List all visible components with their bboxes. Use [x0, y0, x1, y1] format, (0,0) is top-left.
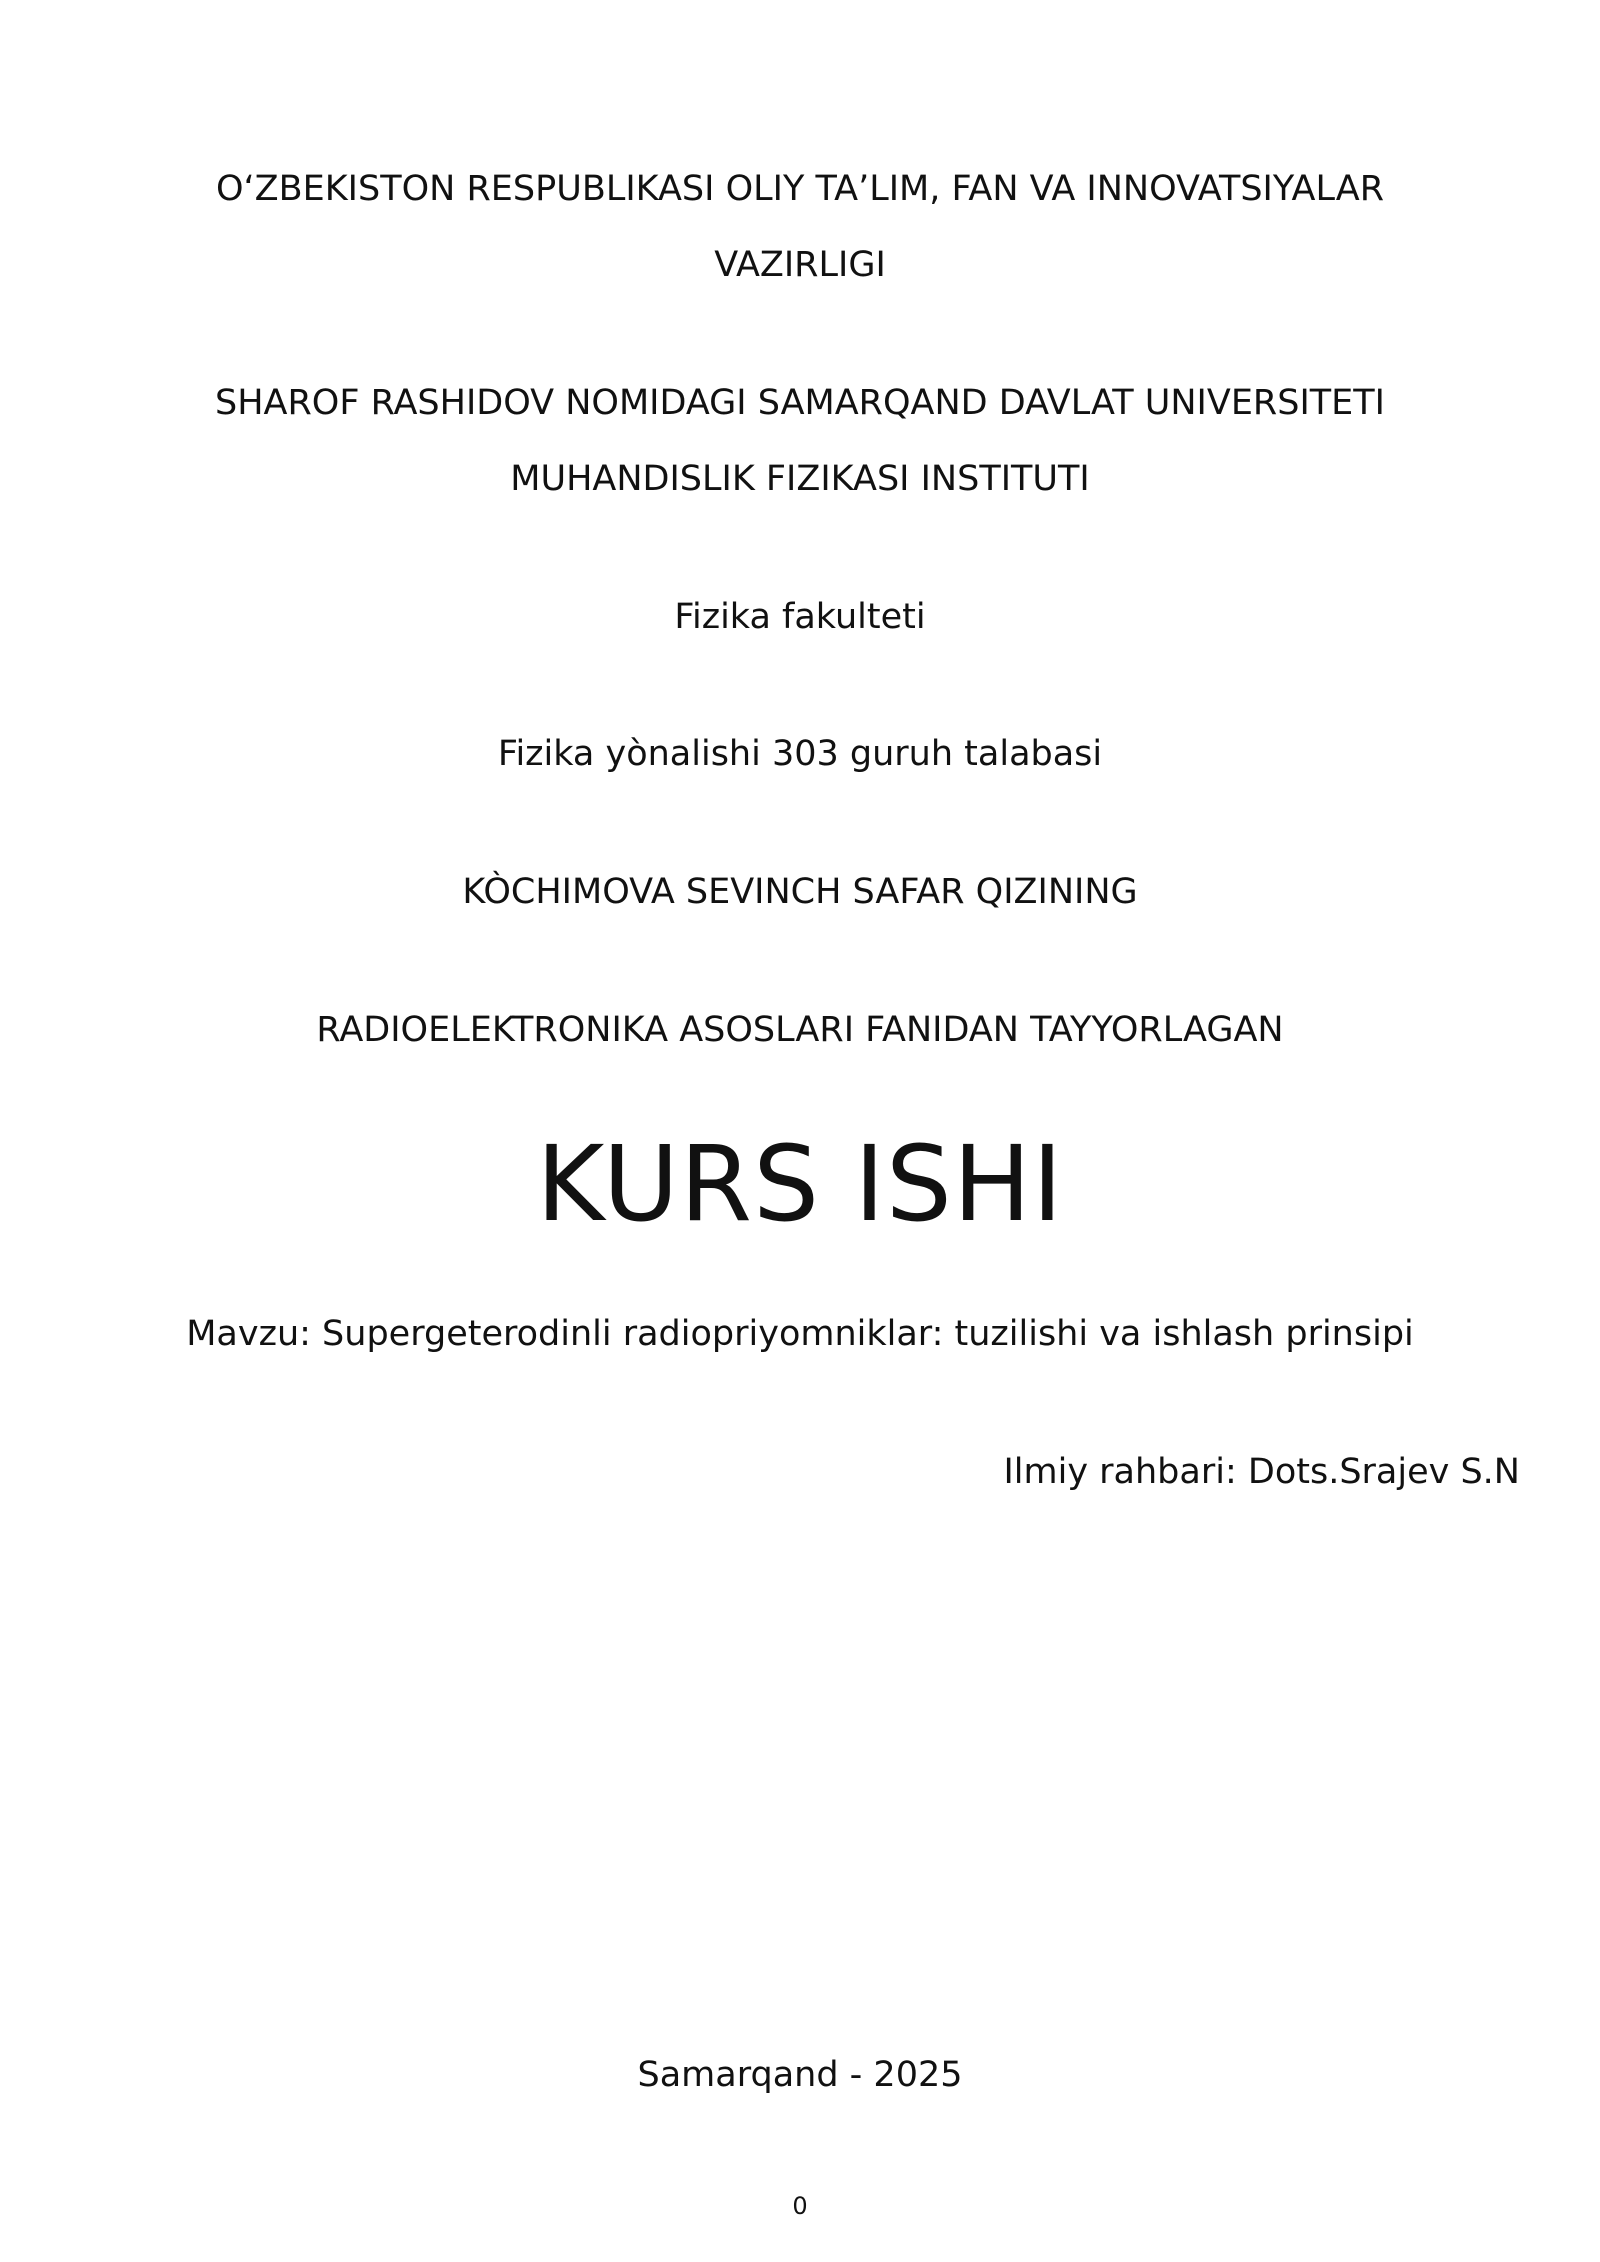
university-name: SHAROF RASHIDOV NOMIDAGI SAMARQAND DAVLAT UNIVERSITETI [214, 383, 1385, 423]
supervisor-line: Ilmiy rahbari: Dots.Srajev S.N [1003, 1452, 1520, 1492]
faculty-name: Fizika fakulteti [674, 597, 926, 637]
institute-name: MUHANDISLIK FIZIKASI INSTITUTI [510, 459, 1090, 499]
ministry-name-line-1: O‘ZBEKISTON RESPUBLIKASI OLIY TA’LIM, FAN VA INNOVATSIYALAR [215, 169, 1385, 209]
city-year: Samarqand - 2025 [637, 2055, 963, 2095]
page-number: 0 [792, 2192, 808, 2220]
document-title: KURS ISHI [536, 1123, 1064, 1245]
student-direction: Fizika yònalishi 303 guruh talabasi [497, 734, 1103, 774]
topic-line: Mavzu: Supergeterodinli radiopriyomniklar: tuzilishi va ishlash prinsipi [186, 1314, 1414, 1354]
student-name: KÒCHIMOVA SEVINCH SAFAR QIZINING [462, 872, 1138, 912]
ministry-name-line-2: VAZIRLIGI [714, 245, 886, 285]
subject-line: RADIOELEKTRONIKA ASOSLARI FANIDAN TAYYORLAGAN [316, 1010, 1284, 1050]
